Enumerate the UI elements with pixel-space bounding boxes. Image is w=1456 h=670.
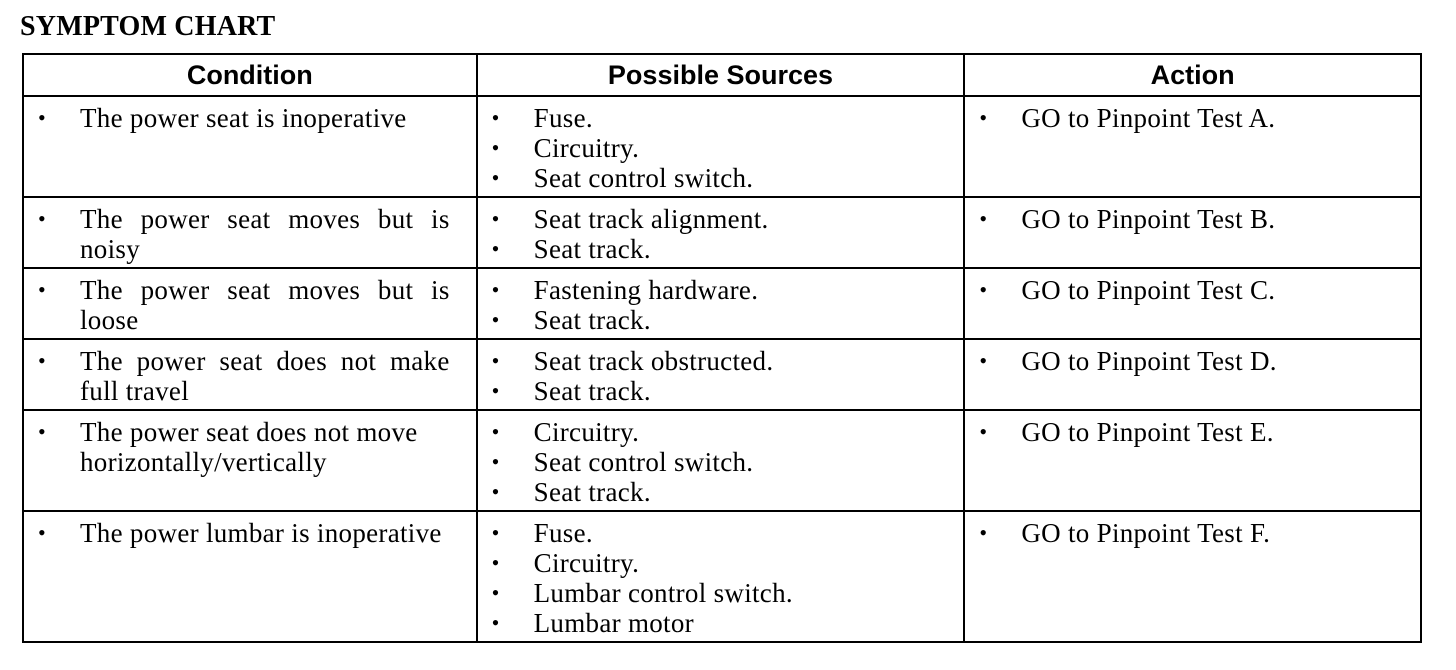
column-header-condition: Condition <box>23 54 477 96</box>
action-text: • GO to Pinpoint Test D. <box>965 346 1420 376</box>
sources-cell <box>477 96 965 197</box>
action-cell <box>964 96 1421 197</box>
action-cell <box>964 410 1421 511</box>
symptom-table <box>22 53 1422 643</box>
condition-cell <box>23 511 477 642</box>
action-text: • GO to Pinpoint Test E. <box>965 417 1420 447</box>
source-item: • Fuse. <box>478 518 964 548</box>
condition-text: • The power seat moves but is loose <box>24 275 476 335</box>
table-row <box>23 339 1421 410</box>
condition-cell <box>23 96 477 197</box>
condition-cell <box>23 339 477 410</box>
source-item: • Fuse. <box>478 103 964 133</box>
source-item: • Seat track obstructed. <box>478 346 964 376</box>
sources-cell <box>477 511 965 642</box>
condition-cell <box>23 197 477 268</box>
source-item: • Circuitry. <box>478 417 964 447</box>
condition-text: • The power lumbar is inoperative <box>24 518 476 548</box>
source-item: • Seat track. <box>478 234 964 264</box>
table-row <box>23 511 1421 642</box>
action-cell <box>964 511 1421 642</box>
table-row <box>23 268 1421 339</box>
action-cell <box>964 268 1421 339</box>
source-item: • Seat track alignment. <box>478 204 964 234</box>
table-row <box>23 197 1421 268</box>
sources-cell <box>477 197 965 268</box>
sources-cell <box>477 339 965 410</box>
action-text: • GO to Pinpoint Test F. <box>965 518 1420 548</box>
sources-cell <box>477 410 965 511</box>
condition-cell <box>23 268 477 339</box>
column-header-possible-sources: Possible Sources <box>477 54 965 96</box>
action-text: • GO to Pinpoint Test A. <box>965 103 1420 133</box>
source-item: • Lumbar motor <box>478 608 964 638</box>
condition-cell <box>23 410 477 511</box>
table-row <box>23 96 1421 197</box>
source-item: • Seat control switch. <box>478 447 964 477</box>
sources-cell <box>477 268 965 339</box>
source-item: • Fastening hardware. <box>478 275 964 305</box>
action-cell <box>964 339 1421 410</box>
page-title: SYMPTOM CHART <box>20 11 276 42</box>
table-header-row <box>23 54 1421 96</box>
condition-text: • The power seat is inoperative <box>24 103 476 133</box>
action-text: • GO to Pinpoint Test C. <box>965 275 1420 305</box>
column-header-action: Action <box>964 54 1421 96</box>
action-cell <box>964 197 1421 268</box>
condition-text: • The power seat moves but is noisy <box>24 204 476 264</box>
source-item: • Seat track. <box>478 376 964 406</box>
condition-text: • The power seat does not make full travel <box>24 346 476 406</box>
action-text: • GO to Pinpoint Test B. <box>965 204 1420 234</box>
source-item: • Seat control switch. <box>478 163 964 193</box>
source-item: • Seat track. <box>478 305 964 335</box>
source-item: • Lumbar control switch. <box>478 578 964 608</box>
source-item: • Seat track. <box>478 477 964 507</box>
source-item: • Circuitry. <box>478 548 964 578</box>
table-row <box>23 410 1421 511</box>
source-item: • Circuitry. <box>478 133 964 163</box>
condition-text: • The power seat does not move horizontally/vertically <box>24 417 476 477</box>
